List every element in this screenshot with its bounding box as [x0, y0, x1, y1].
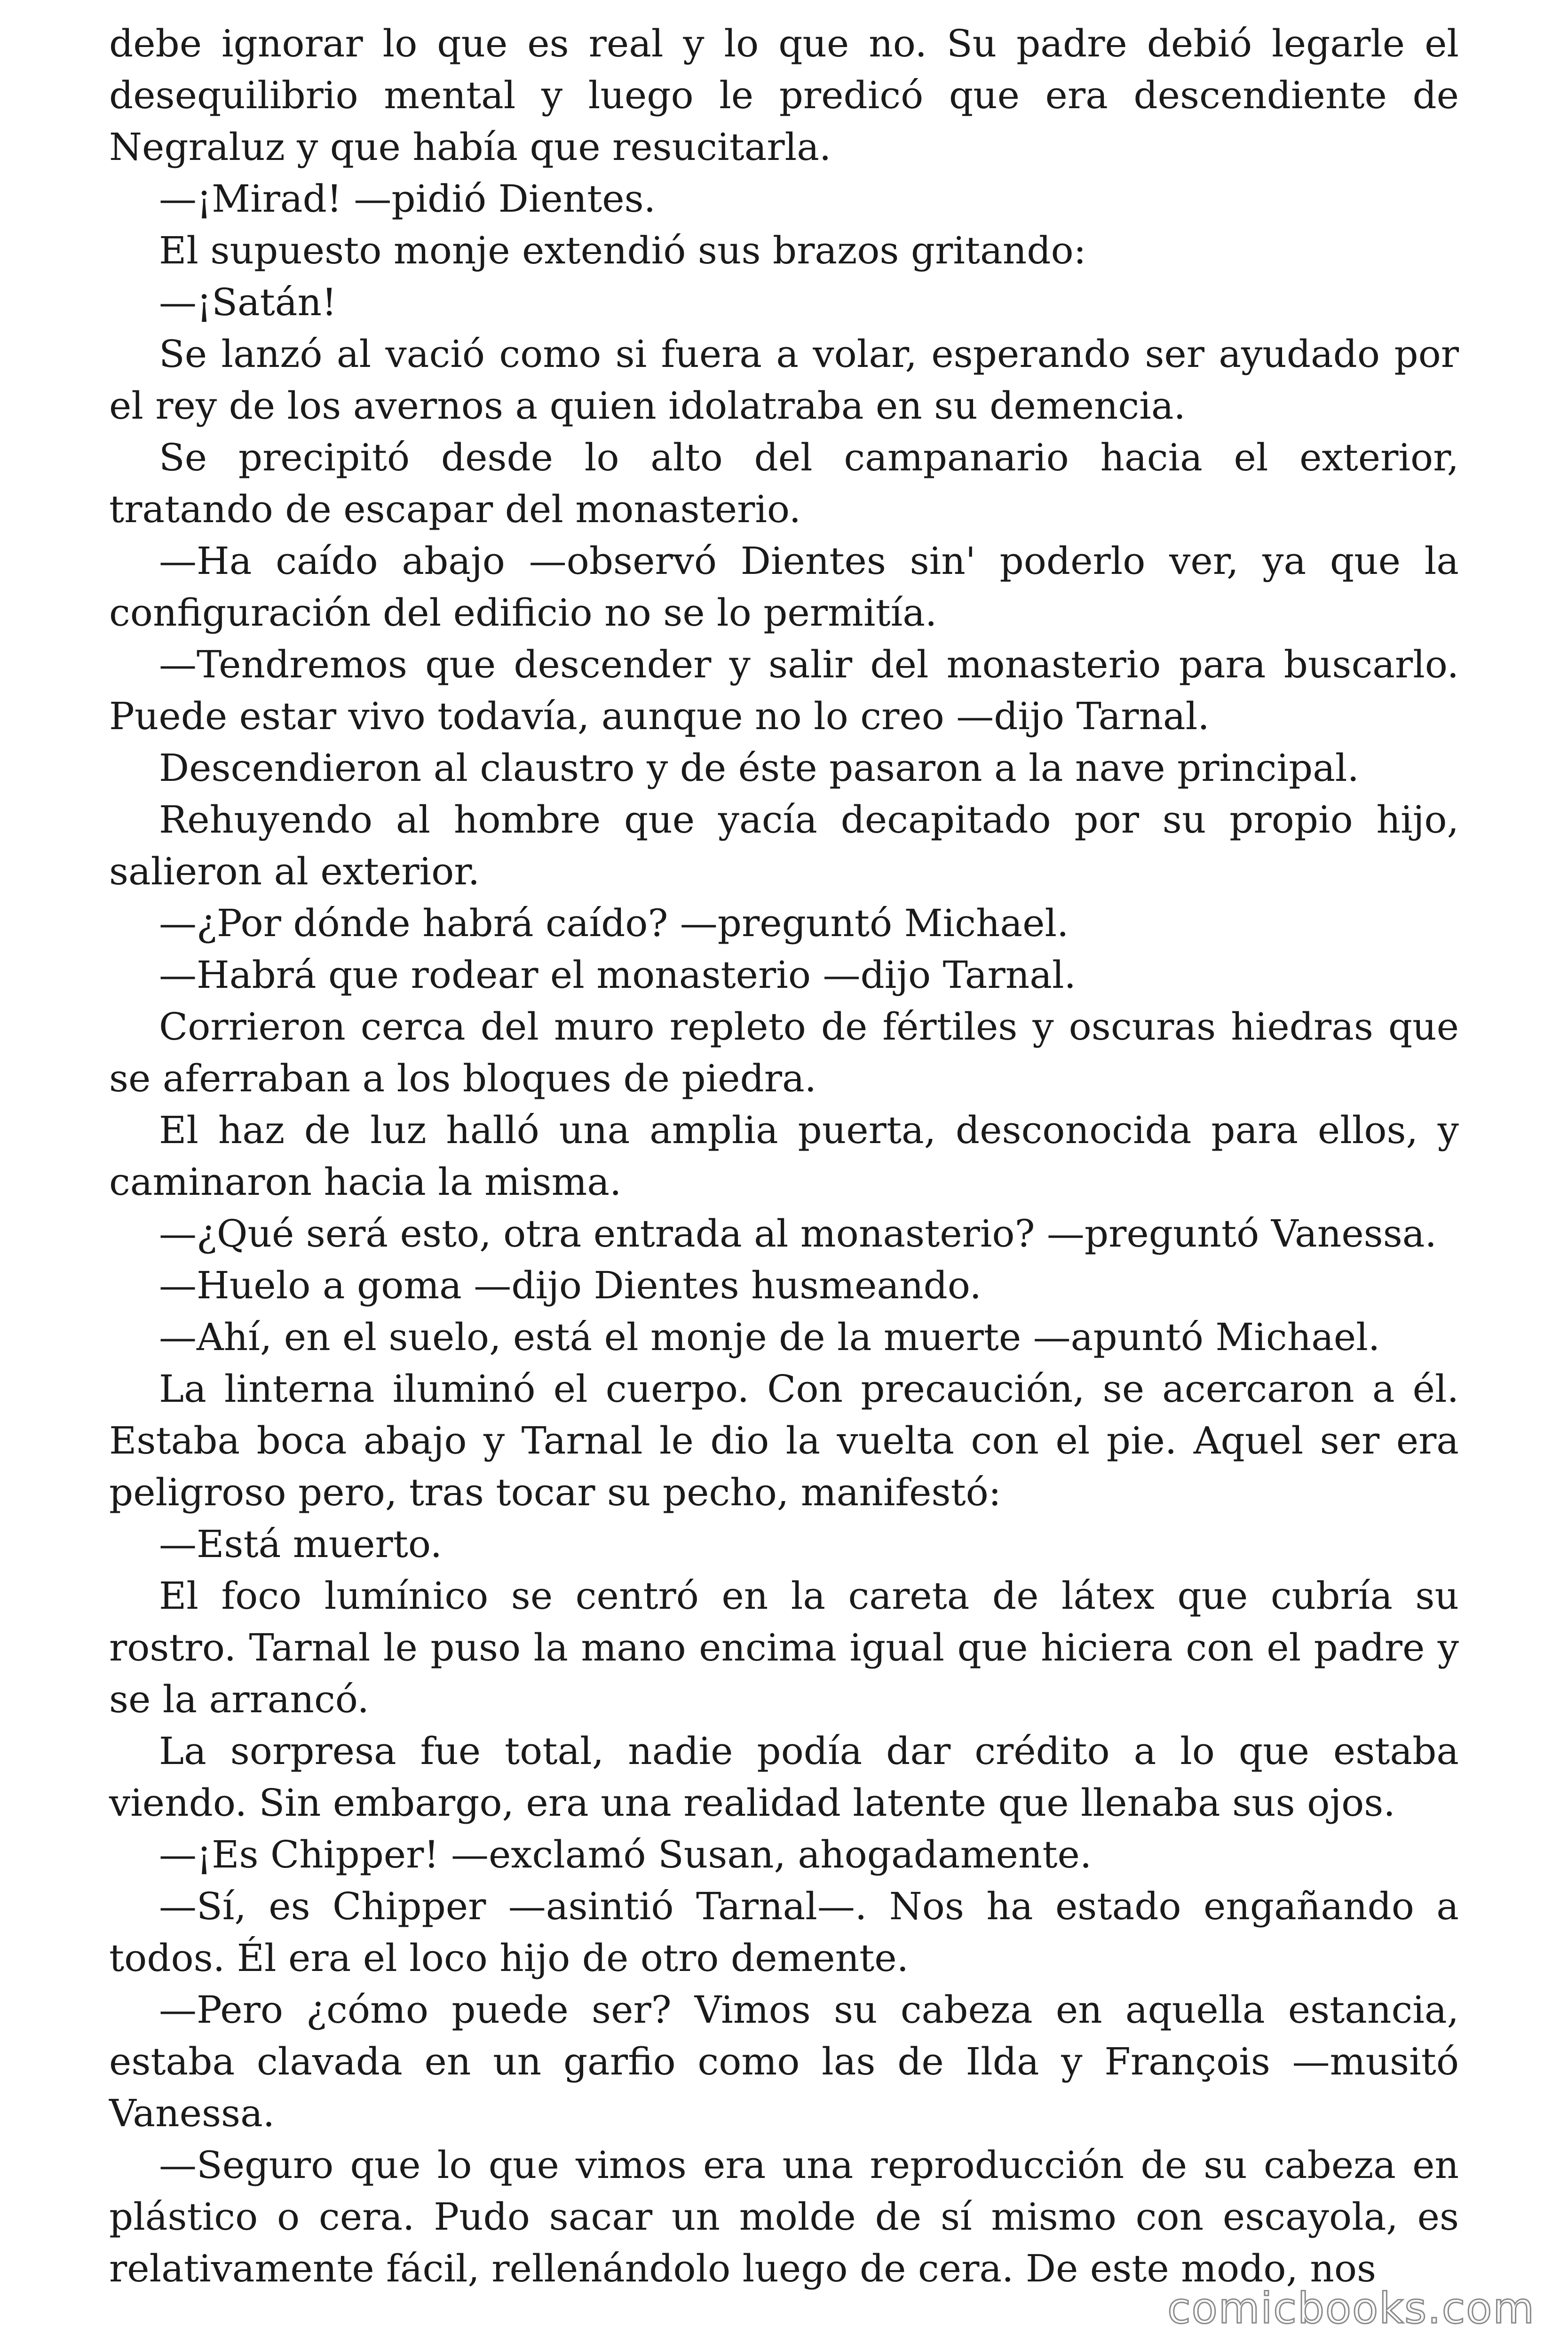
paragraph: —Seguro que lo que vimos era una reproducción de su cabeza en plástico o cera. Pudo sacar un molde de sí mismo con escayola, es relativamente fácil, rellenándolo luego de cera. De este modo, nos — [109, 2143, 1459, 2290]
paragraph: —¡Es Chipper! —exclamó Susan, ahogadamente. — [159, 1833, 1092, 1876]
paragraph: Descendieron al claustro y de éste pasaron a la nave principal. — [159, 746, 1359, 790]
paragraph: —Ahí, en el suelo, está el monje de la muerte —apuntó Michael. — [159, 1315, 1380, 1359]
paragraph: —Está muerto. — [159, 1522, 443, 1566]
paragraph: Se precipitó desde lo alto del campanario hacia el exterior, tratando de escapar del monasterio. — [109, 436, 1459, 531]
paragraph: —Pero ¿cómo puede ser? Vimos su cabeza en aquella estancia, estaba clavada en un garfio como las de Ilda y François —musitó Vanessa. — [109, 1988, 1459, 2135]
paragraph: —Habrá que rodear el monasterio —dijo Tarnal. — [159, 953, 1076, 997]
paragraph: —Tendremos que descender y salir del monasterio para buscarlo. Puede estar vivo todavía, aunque no lo creo —dijo Tarnal. — [109, 643, 1459, 738]
watermark: comicbooks.com — [1167, 2284, 1535, 2333]
paragraph: debe ignorar lo que es real y lo que no. Su padre debió legarle el desequilibrio mental y luego le predicó que era descendiente de Negraluz y que había que resucitarla. — [109, 22, 1459, 169]
paragraph: —¿Qué será esto, otra entrada al monasterio? —preguntó Vanessa. — [159, 1212, 1437, 1255]
paragraph: —Sí, es Chipper —asintió Tarnal—. Nos ha estado engañando a todos. Él era el loco hijo de otro demente. — [109, 1884, 1459, 1980]
book-page-text — [109, 18, 1459, 2295]
paragraph: El foco lumínico se centró en la careta de látex que cubría su rostro. Tarnal le puso la mano encima igual que hiciera con el padre y se la arrancó. — [109, 1574, 1459, 1721]
paragraph: La sorpresa fue total, nadie podía dar crédito a lo que estaba viendo. Sin embargo, era una realidad latente que llenaba sus ojos. — [109, 1729, 1459, 1825]
paragraph: Se lanzó al vació como si fuera a volar, esperando ser ayudado por el rey de los avernos a quien idolatraba en su demencia. — [109, 332, 1459, 428]
paragraph: —¡Satán! — [159, 280, 337, 324]
paragraph: El supuesto monje extendió sus brazos gritando: — [159, 229, 1086, 272]
paragraph: —¡Mirad! —pidió Dientes. — [159, 177, 656, 221]
paragraph: —Huelo a goma —dijo Dientes husmeando. — [159, 1263, 982, 1307]
paragraph: Corrieron cerca del muro repleto de fértiles y oscuras hiedras que se aferraban a los bloques de piedra. — [109, 1005, 1459, 1100]
paragraph: —¿Por dónde habrá caído? —preguntó Michael. — [159, 901, 1069, 945]
paragraph: El haz de luz halló una amplia puerta, desconocida para ellos, y caminaron hacia la misma. — [109, 1108, 1459, 1204]
paragraph: La linterna iluminó el cuerpo. Con precaución, se acercaron a él. Estaba boca abajo y Tarnal le dio la vuelta con el pie. Aquel ser era peligroso pero, tras tocar su pecho, manifestó: — [109, 1367, 1459, 1514]
paragraph: —Ha caído abajo —observó Dientes sin' poderlo ver, ya que la configuración del edificio no se lo permitía. — [109, 539, 1459, 635]
paragraph: Rehuyendo al hombre que yacía decapitado por su propio hijo, salieron al exterior. — [109, 798, 1459, 893]
